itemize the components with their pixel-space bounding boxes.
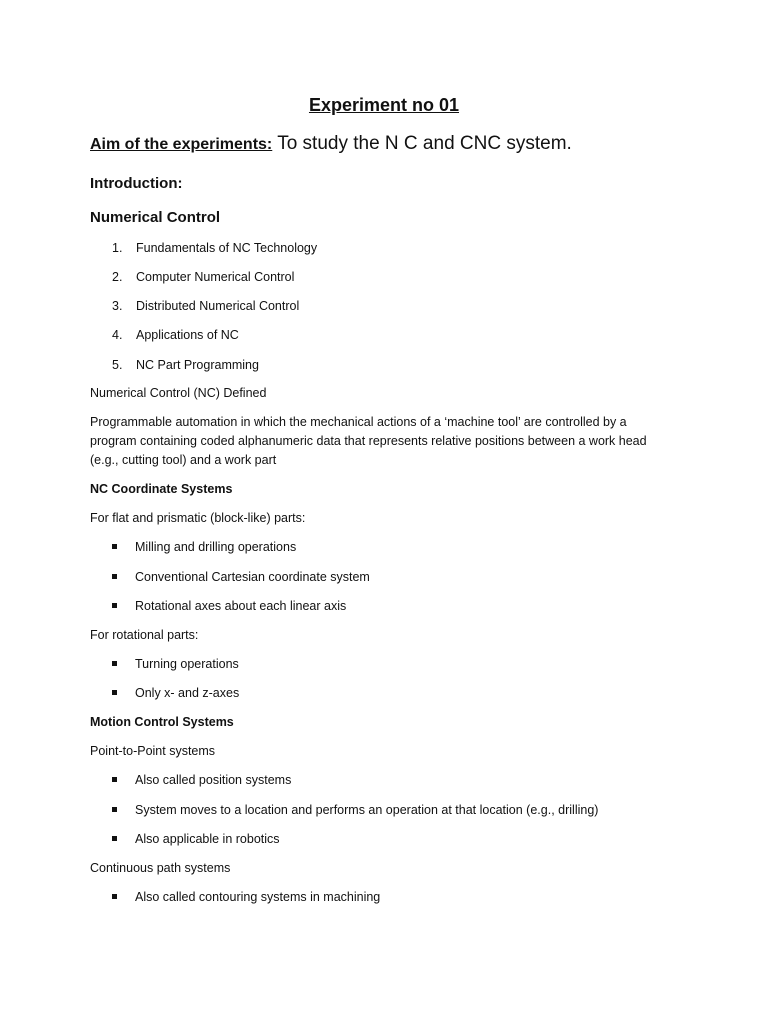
bullet-text: System moves to a location and performs an operation at that location (e.g., drilling) — [135, 803, 599, 817]
bullet-text: Also called position systems — [135, 773, 292, 787]
nc-definition-paragraph — [90, 413, 680, 470]
topic-text: NC Part Programming — [136, 358, 259, 372]
bullet-text: Milling and drilling operations — [135, 540, 297, 554]
topic-text: Applications of NC — [136, 328, 239, 342]
bullet-item — [112, 773, 291, 787]
introduction-heading: Introduction: — [90, 175, 183, 192]
point-to-point-intro: Point-to-Point systems — [90, 744, 216, 758]
coordinate-systems-heading: NC Coordinate Systems — [90, 482, 233, 496]
motion-control-heading: Motion Control Systems — [90, 715, 234, 729]
bullet-item — [112, 832, 280, 846]
topic-item — [112, 328, 239, 342]
bullet-square-icon — [112, 574, 117, 579]
aim-statement — [90, 133, 572, 155]
bullet-item — [112, 686, 239, 700]
bullet-square-icon — [112, 661, 117, 666]
bullet-square-icon — [112, 544, 117, 549]
topic-number: 4. — [112, 328, 123, 342]
page-title: Experiment no 01 — [308, 95, 460, 115]
bullet-square-icon — [112, 836, 117, 841]
aim-text-value: To study the N C and CNC system. — [277, 133, 572, 154]
topic-number: 3. — [112, 299, 123, 313]
definition-line: (e.g., cutting tool) and a work part — [90, 453, 277, 467]
bullet-text: Rotational axes about each linear axis — [135, 599, 347, 613]
bullet-item — [112, 540, 296, 554]
topic-text: Distributed Numerical Control — [136, 299, 300, 313]
bullet-text: Also called contouring systems in machining — [135, 890, 381, 904]
topic-number: 2. — [112, 270, 123, 284]
definition-line: Programmable automation in which the mechanical actions of a ‘machine tool’ are controlled by a — [90, 415, 627, 429]
aim-label: Aim of the experiments: — [90, 136, 273, 153]
topic-item — [112, 270, 294, 284]
definition-line: program containing coded alphanumeric data that represents relative positions between a work head — [90, 434, 647, 448]
flat-parts-intro: For flat and prismatic (block-like) parts: — [90, 511, 306, 525]
bullet-square-icon — [112, 603, 117, 608]
bullet-text: Conventional Cartesian coordinate system — [135, 570, 370, 584]
rotational-parts-intro: For rotational parts: — [90, 628, 199, 642]
bullet-text: Only x- and z-axes — [135, 686, 240, 700]
topic-text: Computer Numerical Control — [136, 270, 295, 284]
bullet-item — [112, 657, 239, 671]
bullet-square-icon — [112, 807, 117, 812]
bullet-item — [112, 803, 598, 817]
bullet-square-icon — [112, 894, 117, 899]
numerical-control-heading: Numerical Control — [90, 209, 221, 226]
nc-defined-label: Numerical Control (NC) Defined — [90, 386, 267, 400]
bullet-square-icon — [112, 777, 117, 782]
bullet-item — [112, 890, 380, 904]
continuous-path-intro: Continuous path systems — [90, 861, 231, 875]
topic-number: 5. — [112, 358, 123, 372]
bullet-item — [112, 599, 346, 613]
topic-item — [112, 358, 259, 372]
bullet-item — [112, 570, 370, 584]
topic-item — [112, 241, 317, 255]
topic-item — [112, 299, 299, 313]
bullet-text: Also applicable in robotics — [135, 832, 280, 846]
bullet-text: Turning operations — [135, 657, 239, 671]
topic-text: Fundamentals of NC Technology — [136, 241, 318, 255]
topic-number: 1. — [112, 241, 123, 255]
bullet-square-icon — [112, 690, 117, 695]
aim-text — [272, 133, 572, 154]
